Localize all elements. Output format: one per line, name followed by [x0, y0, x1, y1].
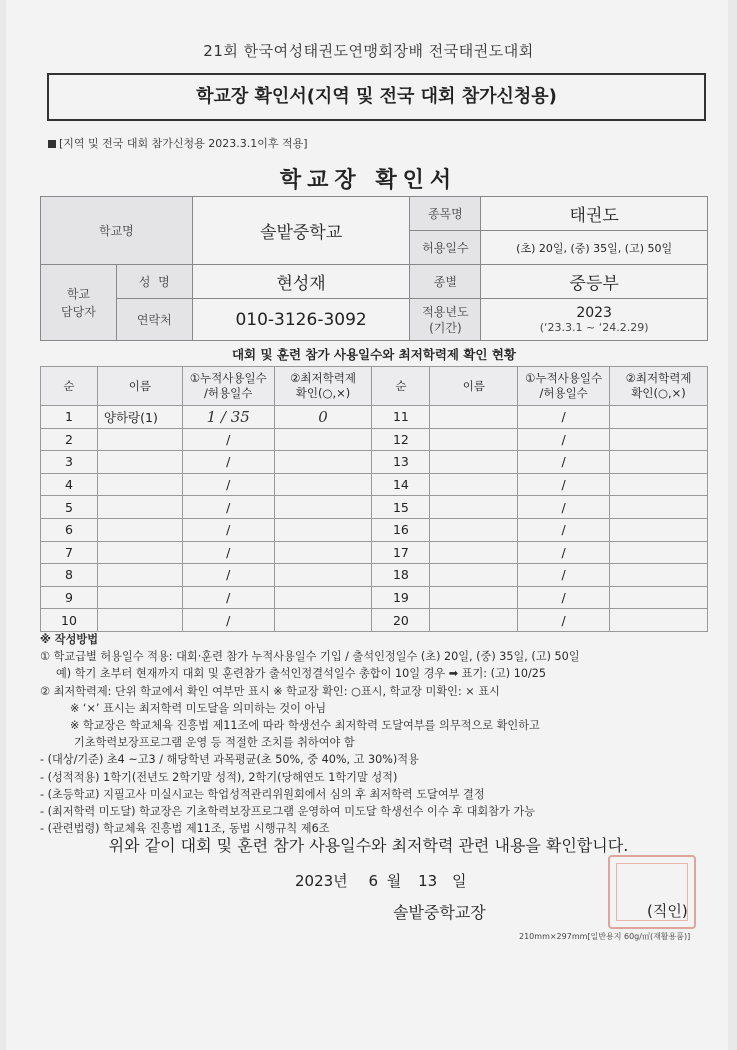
- header-min-right: ②최저학력제 확인(○,×): [610, 367, 708, 406]
- row-name-right: [430, 541, 518, 564]
- row-days: /: [182, 564, 274, 587]
- row-name: [97, 564, 182, 587]
- date-day-unit: 일: [451, 872, 467, 890]
- row-days: /: [182, 428, 274, 451]
- row-min-right: [610, 496, 708, 519]
- date-day: 13: [418, 872, 438, 890]
- row-no-right: 13: [372, 451, 430, 474]
- row-min-right: [610, 609, 708, 632]
- row-name: [97, 496, 182, 519]
- row-name-right: [430, 609, 518, 632]
- banner-title: 학교장 확인서(지역 및 전국 대회 참가신청용): [47, 73, 706, 121]
- row-days-right: /: [518, 564, 610, 587]
- header-days: ①누적사용일수 /허용일수: [182, 367, 274, 406]
- row-days: /: [182, 518, 274, 541]
- row-days: 1 / 35: [182, 406, 274, 429]
- header-no: 순: [41, 367, 98, 406]
- note-line: - (관련법령) 학교체육 진흥법 제11조, 동법 시행규칙 제6조: [40, 822, 330, 836]
- sport-label: 종목명: [410, 197, 481, 231]
- row-no-right: 18: [372, 564, 430, 587]
- table-row: [41, 473, 708, 496]
- year-period: (‘23.3.1 ~ ‘24.2.29): [539, 321, 649, 334]
- note-line: ※ 작성방법: [40, 633, 98, 646]
- row-days: /: [182, 451, 274, 474]
- row-no-right: 14: [372, 473, 430, 496]
- row-min: [274, 586, 372, 609]
- row-name-right: [430, 586, 518, 609]
- school-label: 학교명: [41, 197, 193, 265]
- row-days-right: /: [518, 586, 610, 609]
- row-days-right: /: [518, 473, 610, 496]
- table-row: [41, 451, 708, 474]
- row-name: [97, 541, 182, 564]
- year-cell: [481, 299, 708, 341]
- table-row: [41, 564, 708, 587]
- year-label: 적용년도 (기간): [410, 299, 481, 341]
- row-no: 6: [41, 518, 98, 541]
- paper-spec: 210mm×297mm[일반용지 60g/㎡(재활용품)]: [519, 932, 691, 941]
- note-line: 기초학력보장프로그램 운영 등 적절한 조치를 취하여야 함: [74, 736, 355, 750]
- allowed-days-label: 허용일수: [410, 231, 481, 265]
- row-min-right: [610, 473, 708, 496]
- row-name-right: [430, 564, 518, 587]
- document-title: 학교장 확인서: [279, 168, 458, 193]
- note-line: - (성적적용) 1학기(전년도 2학기말 성적), 2학기(당해연도 1학기말 성적): [40, 770, 398, 784]
- table-row: [41, 496, 708, 519]
- date-year: 2023년: [295, 872, 348, 890]
- note-line: ② 최저학력제: 단위 학교에서 확인 여부만 표시 ※ 학교장 확인: ○표시, 학교장 미확인: × 표시: [40, 684, 500, 698]
- writing-instructions: [40, 631, 715, 837]
- contact-label: 연락처: [116, 299, 192, 341]
- row-min: [274, 451, 372, 474]
- event-title: 21회 한국여성태권도연맹회장배 전국태권도대회: [203, 42, 534, 60]
- row-no: 3: [41, 451, 98, 474]
- row-min-right: [610, 564, 708, 587]
- year-value: 2023: [576, 305, 612, 321]
- row-days: /: [182, 541, 274, 564]
- row-no: 1: [41, 406, 98, 429]
- status-table: [40, 366, 708, 632]
- notice-text: [지역 및 전국 대회 참가신청용 2023.3.1이후 적용]: [59, 137, 308, 150]
- row-name-right: [430, 451, 518, 474]
- row-days: /: [182, 496, 274, 519]
- row-days-right: /: [518, 496, 610, 519]
- row-no-right: 16: [372, 518, 430, 541]
- school-value: 솔밭중학교: [192, 197, 410, 265]
- section-title: 대회 및 훈련 참가 사용일수와 최저학력제 확인 현황: [231, 347, 517, 362]
- row-name: 양하랑(1): [97, 406, 182, 429]
- row-no: 10: [41, 609, 98, 632]
- note-line: ※ 학교장은 학교체육 진흥법 제11조에 따라 학생선수 최저학력 도달여부를 의무적으로 확인하고: [70, 719, 540, 733]
- row-days-right: /: [518, 541, 610, 564]
- row-min: [274, 518, 372, 541]
- principal-name: 솔밭중학교장: [393, 903, 486, 922]
- row-name: [97, 609, 182, 632]
- table-header-row: [41, 367, 708, 406]
- row-min: [274, 496, 372, 519]
- row-no: 4: [41, 473, 98, 496]
- note-line: - (최저학력 미도달) 학교장은 기초학력보장프로그램 운영하여 미도달 학생선수 이수 후 대회참가 가능: [40, 805, 535, 819]
- date-line: [295, 870, 470, 891]
- row-min-right: [610, 541, 708, 564]
- table-row: [41, 518, 708, 541]
- row-name: [97, 586, 182, 609]
- row-no: 8: [41, 564, 98, 587]
- row-no-right: 17: [372, 541, 430, 564]
- confirm-text: 위와 같이 대회 및 훈련 참가 사용일수와 최저학력 관련 내용을 확인합니다.: [108, 836, 629, 855]
- date-month-unit: 월: [386, 872, 402, 890]
- row-days: /: [182, 473, 274, 496]
- row-days: /: [182, 609, 274, 632]
- name-value: 현성재: [192, 265, 410, 299]
- row-min: [274, 564, 372, 587]
- row-name: [97, 473, 182, 496]
- seal-label: (직인): [647, 902, 688, 920]
- table-body: [41, 406, 708, 632]
- row-min-right: [610, 586, 708, 609]
- header-name: 이름: [97, 367, 182, 406]
- row-days-right: /: [518, 428, 610, 451]
- table-row: [41, 406, 708, 429]
- table-row: [41, 609, 708, 632]
- info-table: [40, 196, 708, 341]
- row-name-right: [430, 428, 518, 451]
- row-min: [274, 541, 372, 564]
- manager-label: 학교 담당자: [41, 265, 117, 341]
- sport-value: 태권도: [481, 197, 708, 231]
- category-label: 종별: [410, 265, 481, 299]
- table-row: [41, 541, 708, 564]
- row-no-right: 20: [372, 609, 430, 632]
- row-min: [274, 428, 372, 451]
- row-min-right: [610, 428, 708, 451]
- row-name-right: [430, 406, 518, 429]
- note-line: ① 학교급별 허용일수 적용: 대회·훈련 참가 누적사용일수 기입 / 출석인정일수 (초) 20일, (중) 35일, (고) 50일: [40, 650, 580, 664]
- notice-line: [48, 135, 308, 151]
- row-no: 9: [41, 586, 98, 609]
- table-row: [41, 428, 708, 451]
- row-days-right: /: [518, 451, 610, 474]
- row-name-right: [430, 518, 518, 541]
- row-no: 2: [41, 428, 98, 451]
- row-days-right: /: [518, 406, 610, 429]
- category-value: 중등부: [481, 265, 708, 299]
- header-days-right: ①누적사용일수 /허용일수: [518, 367, 610, 406]
- row-days: /: [182, 586, 274, 609]
- row-min: 0: [274, 406, 372, 429]
- row-no-right: 11: [372, 406, 430, 429]
- note-line: - (대상/기준) 초4 ~고3 / 해당학년 과목평균(초 50%, 중 40%, 고 30%)적용: [40, 753, 419, 767]
- table-row: [41, 586, 708, 609]
- row-min: [274, 473, 372, 496]
- square-bullet-icon: [48, 140, 56, 148]
- row-no-right: 19: [372, 586, 430, 609]
- row-min-right: [610, 406, 708, 429]
- header-min: ②최저학력제 확인(○,×): [274, 367, 372, 406]
- header-no-right: 순: [372, 367, 430, 406]
- row-min-right: [610, 518, 708, 541]
- note-line: - (초등학교) 지필고사 미실시교는 학업성적관리위원회에서 심의 후 최저학력 도달여부 결정: [40, 787, 485, 801]
- note-line: 예) 학기 초부터 현재까지 대회 및 훈련참가 출석인정결석일수 총합이 10일 경우 ➡ 표기: (고) 10/25: [56, 667, 546, 681]
- name-label: 성 명: [116, 265, 192, 299]
- row-days-right: /: [518, 518, 610, 541]
- row-min: [274, 609, 372, 632]
- row-no-right: 12: [372, 428, 430, 451]
- allowed-days-value: (초) 20일, (중) 35일, (고) 50일: [481, 231, 708, 265]
- row-name: [97, 428, 182, 451]
- header-name-right: 이름: [430, 367, 518, 406]
- row-name-right: [430, 496, 518, 519]
- row-name: [97, 451, 182, 474]
- row-days-right: /: [518, 609, 610, 632]
- row-name-right: [430, 473, 518, 496]
- row-no: 7: [41, 541, 98, 564]
- note-line: ※ ‘×’ 표시는 최저학력 미도달을 의미하는 것이 아님: [70, 701, 327, 715]
- date-month: 6: [368, 872, 378, 890]
- row-name: [97, 518, 182, 541]
- row-no-right: 15: [372, 496, 430, 519]
- row-min-right: [610, 451, 708, 474]
- row-no: 5: [41, 496, 98, 519]
- contact-value: 010-3126-3092: [192, 299, 410, 341]
